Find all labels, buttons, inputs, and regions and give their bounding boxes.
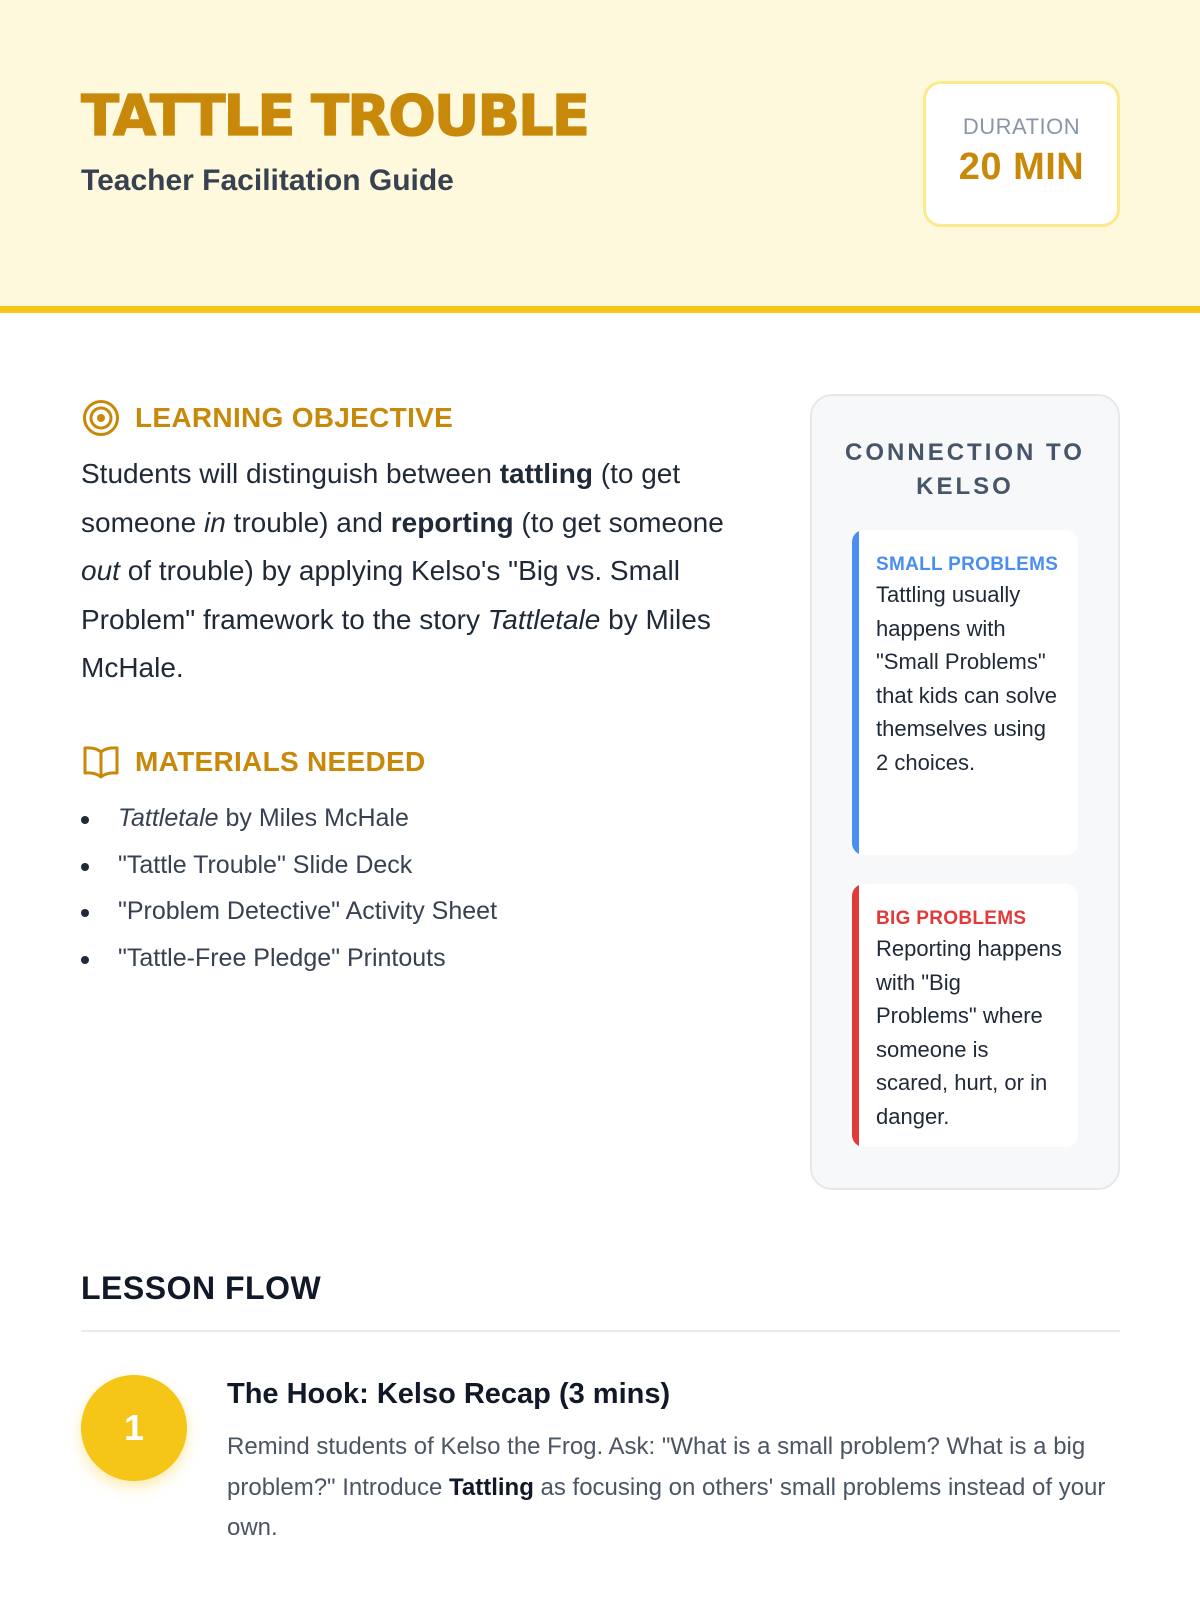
step-segment: as focusing on others' small problems instead of your own. bbox=[227, 1473, 1106, 1541]
objective-segment: Students will distinguish between bbox=[81, 458, 500, 489]
learning-objective-title: LEARNING OBJECTIVE bbox=[135, 402, 454, 433]
list-item bbox=[81, 842, 497, 889]
objective-text bbox=[81, 450, 761, 693]
lesson-flow-divider bbox=[81, 1330, 1120, 1332]
material-italic: Tattletale bbox=[118, 804, 219, 832]
materials-needed-heading bbox=[81, 742, 426, 782]
objective-segment: by Miles McHale. bbox=[81, 603, 711, 683]
duration-label: DURATION bbox=[962, 114, 1081, 139]
objective-segment: Tattletale bbox=[487, 603, 601, 635]
duration-badge bbox=[923, 81, 1120, 227]
big-problems-text: Reporting happens with "Big Problems" where someone is scared, hurt, or in danger. bbox=[876, 936, 1062, 1129]
step-segment: Tattling bbox=[448, 1473, 534, 1501]
objective-segment: in bbox=[203, 506, 226, 538]
small-problems-text: Tattling usually happens with "Small Problems" that kids can solve themselves using 2 choices. bbox=[876, 582, 1057, 775]
lesson-flow-heading: LESSON FLOW bbox=[81, 1270, 322, 1306]
list-item bbox=[81, 888, 497, 935]
page-title: TATTLE TROUBLE bbox=[81, 84, 588, 149]
duration-value: 20 MIN bbox=[958, 146, 1085, 188]
big-problems-label: BIG PROBLEMS bbox=[876, 908, 1027, 929]
objective-segment: of trouble) by applying Kelso's "Big vs. Small Problem" framework to the story bbox=[81, 555, 680, 635]
objective-segment: (to get someone bbox=[513, 506, 724, 538]
material-text: "Problem Detective" Activity Sheet bbox=[118, 897, 498, 926]
list-item bbox=[81, 795, 497, 842]
learning-objective-heading bbox=[81, 398, 453, 438]
book-open-icon bbox=[81, 742, 121, 782]
objective-segment: trouble) and bbox=[225, 506, 391, 538]
materials-list bbox=[81, 795, 497, 982]
small-problems-card bbox=[852, 530, 1078, 855]
step-number-badge: 1 bbox=[81, 1375, 187, 1481]
material-text: "Tattle Trouble" Slide Deck bbox=[118, 850, 413, 879]
target-icon bbox=[81, 398, 121, 438]
objective-segment: out bbox=[81, 555, 120, 586]
material-text: "Tattle-Free Pledge" Printouts bbox=[118, 944, 446, 973]
small-problems-label: SMALL PROBLEMS bbox=[876, 554, 1059, 575]
objective-segment: (to get someone bbox=[81, 458, 681, 538]
objective-segment: reporting bbox=[390, 506, 514, 538]
kelso-panel-title: CONNECTION TO KELSO bbox=[845, 439, 1085, 500]
small-problems-accent-bar bbox=[852, 530, 859, 855]
objective-segment: tattling bbox=[499, 458, 593, 489]
materials-needed-title: MATERIALS NEEDED bbox=[135, 746, 426, 777]
kelso-connection-panel bbox=[810, 394, 1120, 1190]
big-problems-card bbox=[852, 884, 1078, 1147]
guide-header bbox=[0, 0, 1200, 313]
step-description bbox=[227, 1427, 1120, 1549]
list-item bbox=[81, 935, 497, 982]
step-segment: Remind students of Kelso the Frog. Ask: "What is a small problem? What is a big problem?" Introduce bbox=[227, 1433, 1086, 1501]
page-subtitle: Teacher Facilitation Guide bbox=[81, 164, 454, 197]
big-problems-accent-bar bbox=[852, 884, 859, 1147]
step-title: The Hook: Kelso Recap (3 mins) bbox=[227, 1378, 671, 1410]
material-text: by Miles McHale bbox=[218, 804, 409, 832]
